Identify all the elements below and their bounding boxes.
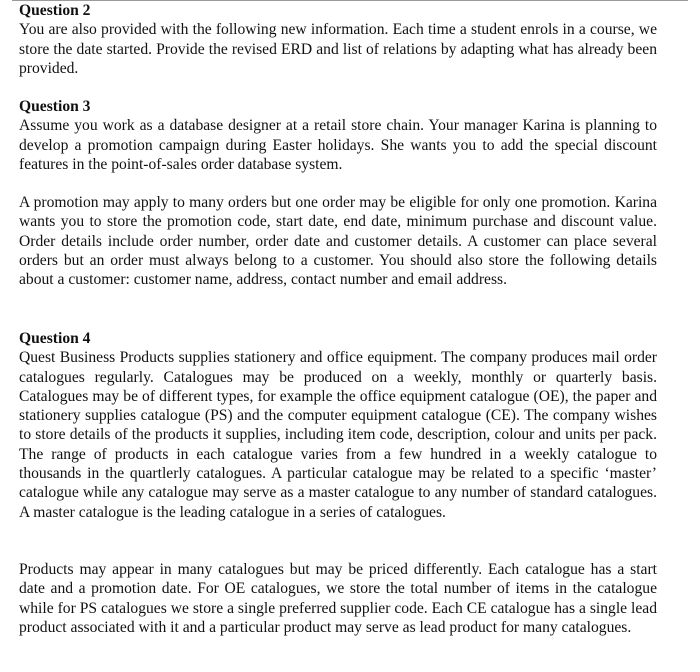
question-4-paragraph-2 [19, 560, 657, 637]
question-4-text-2: Products may appear in many catalogues but may be priced differently. Each catalogue has a start date and a promotion date. For OE catalogues, we store the total number of items in the catalogue while for PS catalogues we store a single preferred supplier code. Each CE catalogue has a single lead product associated with it and a particular product may serve as lead product for many catalogues. [19, 561, 657, 636]
question-2-text: You are also provided with the following new information. Each time a student enrols in a course, we store the date started. Provide the revised ERD and list of relations by adapting what has already been provided. [19, 21, 657, 77]
question-3-heading: Question 3 [19, 98, 91, 115]
question-3-text-2: A promotion may apply to many orders but one order may be eligible for only one promotion. Karina wants you to store the promotion code, start date, end date, minimum purchase and discount value. Order details include order number, order date and customer details. A customer can place several orders but an order must always belong to a customer. You should also store the following details about a customer: customer name, address, contact number and email address. [19, 194, 657, 289]
question-2-section [19, 1, 657, 78]
question-3-paragraph-2 [19, 193, 657, 289]
question-4-section [19, 329, 657, 522]
question-4-text-1: Quest Business Products supplies stationery and office equipment. The company produces mail order catalogues regularly. Catalogues may be produced on a weekly, monthly or quarterly basis. Catalogues may be of different types, for example the office equipment catalogue (OE), the paper and stationery supplies catalogue (PS) and the computer equipment catalogue (CE). The company wishes to store details of the products it supplies, including item code, description, colour and units per pack. The range of products in each catalogue varies from a few hundred in a weekly catalogue to thousands in the quartlerly catalogues. A particular catalogue may be related to a specific ‘master’ catalogue while any catalogue may serve as a master catalogue to any number of standard catalogues. A master catalogue is the leading catalogue in a series of catalogues. [19, 349, 657, 521]
question-2-heading: Question 2 [19, 2, 91, 19]
question-4-heading: Question 4 [19, 330, 91, 347]
question-3-section [19, 97, 657, 174]
question-3-text-1: Assume you work as a database designer at a retail store chain. Your manager Karina is planning to develop a promotion campaign during Easter holidays. She wants you to add the special discount features in the point-of-sales order database system. [19, 117, 657, 173]
